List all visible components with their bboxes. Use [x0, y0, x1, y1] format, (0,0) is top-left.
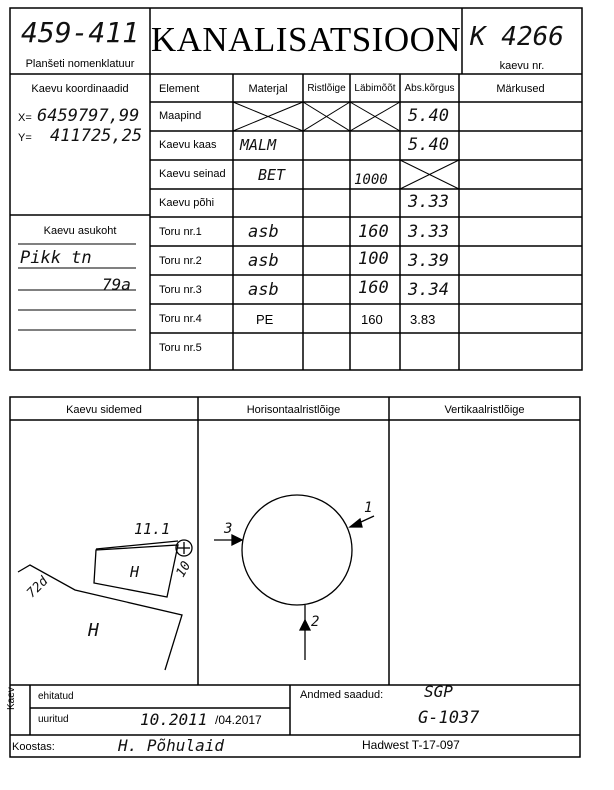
row-material: MALM — [240, 136, 277, 154]
sketch-label-top: 11.1 — [134, 520, 171, 538]
col-header-horizontal: Horisontaalristlõige — [246, 404, 341, 416]
data-from-label: Andmed saadud: — [300, 689, 384, 701]
y-value: 411725,25 — [50, 126, 143, 146]
row-material: asb — [248, 280, 279, 300]
row-diameter: 160 — [358, 222, 389, 242]
col-header-abs-height: Abs.kõrgus — [404, 83, 455, 94]
sketch-label-side: 10 — [173, 558, 195, 581]
row-diameter: 160 — [358, 278, 389, 298]
row-material: BET — [258, 166, 286, 184]
sketch-label-h-big: H — [88, 620, 99, 641]
page-title: KANALISATSIOON — [150, 20, 462, 59]
pipe-3-label: 3 — [224, 521, 233, 537]
col-header-element: Element — [159, 83, 200, 95]
row-element: Toru nr.2 — [159, 255, 202, 267]
col-header-connections: Kaevu sidemed — [66, 404, 142, 416]
row-abs-height: 5.40 — [408, 106, 449, 126]
well-label: Kaev — [6, 687, 17, 710]
project-code: Hadwest T-17-097 — [362, 738, 460, 752]
horizontal-section — [214, 495, 374, 660]
row-abs-height: 3.33 — [408, 222, 449, 242]
row-abs-height: 5.40 — [408, 135, 449, 155]
well-circle — [242, 495, 352, 605]
row-diameter: 100 — [358, 249, 389, 269]
well-number-value: K 4266 — [470, 22, 564, 52]
row-element: Kaevu seinad — [159, 168, 226, 180]
sheet-nomenclature-label: Planšeti nomenklatuur — [25, 58, 135, 70]
row-element: Maapind — [159, 110, 202, 122]
surveyed-printed-date: /04.2017 — [215, 713, 262, 727]
sheet-nomenclature-value: 459-411 — [20, 16, 139, 49]
row-element: Toru nr.3 — [159, 284, 202, 296]
row-material: asb — [248, 222, 279, 242]
row-material: PE — [256, 312, 274, 327]
well-number-label: kaevu nr. — [499, 60, 545, 72]
row-element: Toru nr.5 — [159, 342, 202, 354]
coords-label: Kaevu koordinaadid — [31, 83, 129, 95]
row-element: Kaevu kaas — [159, 139, 217, 151]
surveyed-label: uuritud — [38, 714, 69, 725]
x-label: X= — [18, 112, 32, 124]
compiled-label: Koostas: — [12, 741, 55, 753]
data-from-value1: SGP — [424, 682, 453, 701]
sketch-label-h-small: H — [130, 563, 140, 581]
sketch-label-street: 72d — [24, 573, 52, 602]
col-header-material: Materjal — [248, 83, 288, 95]
data-from-value2: G-1037 — [418, 708, 480, 728]
surveyed-hand-date: 10.2011 — [140, 710, 208, 729]
pipe-1-label: 1 — [364, 500, 373, 516]
row-abs-height: 3.39 — [408, 251, 449, 271]
location-label: Kaevu asukoht — [43, 225, 117, 237]
row-element: Kaevu põhi — [159, 197, 215, 209]
row-abs-height: 3.83 — [410, 312, 436, 327]
pipe-2-label: 2 — [311, 614, 320, 630]
location-line1: Pikk tn — [20, 248, 92, 268]
col-header-notes: Märkused — [496, 83, 545, 95]
row-diameter: 160 — [361, 312, 383, 327]
col-header-diameter: Läbimõõt — [354, 83, 396, 94]
site-sketch — [18, 540, 195, 670]
row-element: Toru nr.1 — [159, 226, 202, 238]
location-line2: 79a — [102, 275, 131, 294]
col-header-cross-section: Ristlõige — [307, 83, 346, 94]
row-abs-height: 3.34 — [408, 280, 449, 300]
row-diameter: 1000 — [354, 172, 388, 188]
compiled-value: H. Põhulaid — [118, 736, 224, 755]
col-header-vertical: Vertikaalristlõige — [444, 404, 525, 416]
row-material: asb — [248, 251, 279, 271]
row-element: Toru nr.4 — [159, 313, 202, 325]
x-value: 6459797,99 — [37, 106, 140, 126]
row-abs-height: 3.33 — [408, 192, 449, 212]
built-label: ehitatud — [38, 691, 74, 702]
y-label: Y= — [18, 132, 32, 144]
